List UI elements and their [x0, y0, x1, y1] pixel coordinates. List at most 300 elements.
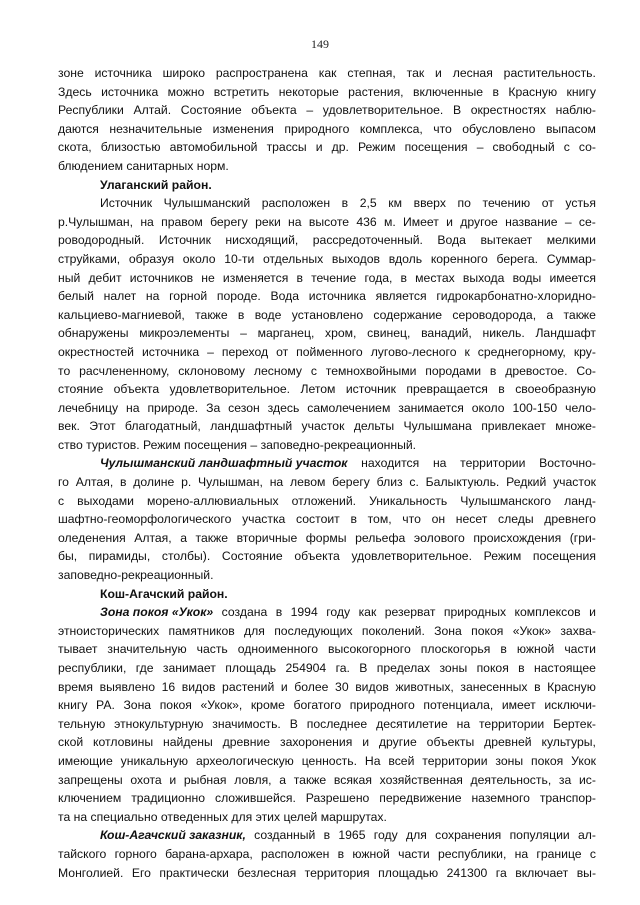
word: коренного: [430, 251, 488, 266]
word: «Укок»,: [200, 698, 243, 713]
word: занесенных: [460, 679, 528, 694]
word: Вода: [270, 289, 300, 304]
word: популяции: [509, 828, 570, 843]
word: ванадий,: [421, 326, 472, 341]
word: как: [358, 605, 377, 620]
word: га.: [335, 661, 350, 675]
word: высокогорного: [328, 642, 411, 657]
word: благодатный,: [124, 419, 201, 434]
word: выявлено: [99, 679, 156, 694]
word: –: [476, 140, 484, 155]
text-line: [58, 659, 596, 678]
word: другое: [460, 214, 498, 229]
word: в: [275, 605, 283, 620]
word: году: [326, 605, 351, 620]
word: исключи-: [544, 698, 596, 713]
word: На: [364, 753, 381, 768]
word: Имеет: [403, 214, 439, 229]
text-line: [58, 231, 596, 250]
word: объекта: [251, 103, 297, 118]
word: обнаружены: [58, 326, 129, 341]
text-line: [58, 157, 596, 176]
word: окрестностей: [58, 344, 134, 359]
word: пирамиды,: [88, 549, 151, 564]
text-line: [58, 808, 596, 827]
word: кру-: [573, 344, 596, 359]
word: а: [180, 530, 187, 545]
word: скота,: [58, 140, 92, 155]
word: гидрокарбонатно-хлоридно-: [436, 289, 596, 304]
word: течение: [311, 270, 357, 285]
word: нисходящий,: [225, 233, 299, 248]
word: Укок: [571, 753, 596, 768]
word: участка: [242, 512, 286, 527]
word: близ: [376, 475, 403, 490]
word: древней: [484, 735, 532, 750]
word: и: [362, 735, 369, 750]
word: со-: [578, 140, 596, 155]
text-line: [58, 771, 596, 790]
word: В: [452, 103, 462, 118]
word: зоны: [495, 753, 524, 768]
word: памятников: [168, 623, 235, 638]
word: этноисторических: [58, 623, 160, 638]
word: м.: [383, 214, 396, 229]
word: белый: [58, 289, 94, 304]
text-line: [58, 213, 596, 232]
word: высоте: [308, 214, 350, 229]
word: распространена: [215, 66, 308, 80]
word: участок: [301, 419, 345, 434]
word: имеется: [549, 270, 596, 285]
text-line: [58, 826, 596, 845]
word: чело-: [565, 400, 596, 415]
word: десятилетие: [376, 716, 448, 731]
word: на: [456, 716, 471, 731]
word: се-: [578, 214, 596, 229]
word: Его: [131, 865, 151, 880]
text-line: [58, 678, 596, 697]
word: древостое.: [505, 363, 568, 378]
word: 254904: [285, 661, 327, 675]
word: участок: [553, 475, 596, 490]
word: 10-ти: [224, 251, 255, 266]
word: также: [195, 307, 228, 322]
word: выходами: [77, 493, 134, 508]
word: незначительные: [109, 121, 203, 136]
word: объекты: [426, 735, 475, 750]
word: мелкими: [546, 233, 596, 248]
text-line: [58, 176, 596, 195]
word: берега.: [496, 251, 539, 266]
word: с: [589, 846, 596, 861]
word: не: [201, 270, 215, 285]
word: долине: [133, 475, 175, 490]
word: вторичные: [236, 530, 298, 545]
word: культуры,: [541, 735, 596, 750]
text-line: [58, 194, 596, 213]
word: видов: [355, 679, 389, 694]
word: территории: [478, 716, 545, 731]
page-number: 149: [311, 37, 329, 51]
text-line: [58, 399, 596, 418]
text-line: [58, 120, 596, 139]
section-heading: Чулышманский ландшафтный участок: [100, 456, 348, 471]
word: трассы: [266, 140, 307, 155]
word: передвижение: [379, 791, 462, 806]
word: пойменного: [296, 344, 363, 359]
word: наземного: [471, 791, 530, 806]
word: название: [505, 214, 558, 229]
word: р.: [181, 475, 192, 490]
word: растений: [222, 679, 275, 694]
word: зоны: [439, 661, 468, 675]
word: книгу: [566, 84, 596, 99]
word: др.: [331, 140, 349, 155]
word: отложений.: [291, 493, 357, 508]
word: в: [400, 270, 408, 285]
word: Режим: [357, 140, 396, 155]
word: включенные: [412, 84, 484, 99]
word: горной: [169, 289, 208, 304]
word: склоновому: [178, 363, 246, 378]
word: 1965: [338, 828, 366, 843]
word: Чулышманский: [163, 196, 251, 211]
word: последующих: [274, 623, 353, 638]
text-line: [58, 287, 596, 306]
word: роводородный.: [58, 233, 145, 248]
word: Уникальность: [369, 493, 448, 508]
word: занимается: [398, 400, 464, 415]
word: последнее: [306, 716, 368, 731]
text-span: блюдением санитарных норм.: [58, 158, 229, 173]
word: 436: [356, 214, 377, 229]
word: захва-: [560, 623, 596, 638]
word: вытекает: [480, 233, 533, 248]
word: состоит: [296, 512, 340, 527]
text-line: [58, 417, 596, 436]
word: Режим: [483, 549, 522, 564]
word: ценность.: [301, 753, 357, 768]
word: для: [244, 623, 265, 638]
text-line: [58, 362, 596, 381]
word: более: [294, 679, 329, 694]
word: дельты: [353, 419, 395, 434]
word: площадью: [378, 865, 439, 880]
word: ный: [58, 270, 81, 285]
word: природе.: [147, 400, 199, 415]
word: среднегорному,: [477, 344, 566, 359]
word: выходов: [331, 251, 380, 266]
word: Республики: [58, 103, 124, 118]
word: природного: [349, 698, 415, 713]
word: переход: [221, 344, 269, 359]
text-line: [58, 547, 596, 566]
word: привлекает: [481, 419, 546, 434]
word: поколений.: [361, 623, 425, 638]
word: самолечением: [307, 400, 391, 415]
word: окрестностях: [470, 103, 546, 118]
word: деятельность,: [470, 772, 552, 787]
word: Восточно-: [539, 456, 596, 471]
word: богатого: [293, 698, 342, 713]
word: кроме: [250, 698, 285, 713]
word: берегу: [210, 214, 248, 229]
word: зоне: [58, 66, 84, 80]
word: образуя: [128, 251, 175, 266]
word: Этот: [89, 419, 116, 434]
word: занимает: [162, 661, 216, 675]
word: 1994: [290, 605, 318, 620]
word: в: [498, 382, 505, 397]
word: как: [318, 66, 337, 80]
word: Балыктуюль.: [425, 475, 500, 490]
word: эолового: [413, 530, 465, 545]
word: пределах: [376, 661, 431, 675]
text-line: [58, 733, 596, 752]
word: происхождения: [473, 530, 562, 545]
word: территория: [304, 865, 370, 880]
word: плоскогорья: [420, 642, 491, 657]
word: км: [388, 196, 402, 211]
section-heading: Улаганский район.: [100, 177, 212, 192]
text-line: [58, 250, 596, 269]
word: Редкий: [506, 475, 547, 490]
word: посещения: [532, 549, 596, 564]
word: Зона: [434, 623, 462, 638]
word: рассредоточенный.: [312, 233, 423, 248]
word: отдельных: [262, 251, 324, 266]
word: бы,: [58, 549, 78, 564]
text-line: [58, 715, 596, 734]
word: границе: [536, 846, 582, 861]
word: от: [276, 344, 289, 359]
word: –: [207, 344, 214, 359]
word: Алтай.: [133, 103, 172, 118]
word: территории: [460, 456, 526, 471]
word: реки: [255, 214, 281, 229]
word: ландшафтный: [210, 419, 293, 434]
word: содержание: [373, 307, 443, 322]
word: также: [195, 530, 229, 545]
word: воды: [512, 270, 542, 285]
word: природного: [284, 121, 350, 136]
word: около: [182, 251, 216, 266]
word: –: [306, 103, 314, 118]
word: в: [337, 846, 345, 861]
word: также: [563, 307, 596, 322]
word: изменения: [212, 121, 274, 136]
word: часть: [196, 642, 228, 657]
word: тельную: [58, 716, 106, 731]
word: никель.: [482, 326, 525, 341]
word: в: [296, 270, 303, 285]
word: одноименного: [237, 642, 319, 657]
word: покоя: [531, 753, 564, 768]
word: на: [432, 456, 447, 471]
word: правом: [161, 214, 203, 229]
word: вы-: [576, 865, 596, 880]
word: Красную: [508, 84, 558, 99]
word: дебит: [88, 270, 122, 285]
word: множе-: [555, 419, 596, 434]
word: от: [541, 196, 554, 211]
word: с.: [409, 475, 419, 490]
word: котловины: [93, 735, 154, 750]
body-text: [58, 64, 596, 882]
word: создана: [221, 605, 268, 620]
word: что: [433, 121, 452, 136]
word: широко: [162, 66, 205, 80]
word: археологическую: [195, 753, 294, 768]
word: Чулышманского: [460, 493, 552, 508]
word: свободный: [492, 140, 555, 155]
word: и: [589, 605, 596, 620]
section-heading: Зона покоя «Укок»: [100, 605, 214, 620]
word: Чулышмана: [403, 419, 472, 434]
word: Алтая,: [75, 475, 114, 490]
word: близостью: [100, 140, 161, 155]
word: сезон: [228, 400, 260, 415]
word: За: [206, 400, 221, 415]
word: для: [405, 828, 427, 843]
word: покоя: [471, 623, 504, 638]
word: время: [58, 679, 94, 694]
text-line: [58, 603, 596, 622]
word: включает: [515, 865, 569, 880]
word: созданный: [254, 828, 316, 843]
word: выпасом: [545, 121, 596, 136]
word: –: [240, 326, 247, 341]
word: растительность.: [503, 66, 596, 80]
word: наблю-: [555, 103, 596, 118]
text-line: [58, 138, 596, 157]
word: части: [564, 642, 596, 657]
text-line: [58, 864, 596, 883]
word: практически: [159, 865, 229, 880]
word: видов: [181, 679, 216, 694]
word: несет: [455, 512, 488, 527]
text-line: [58, 64, 596, 83]
word: территории: [422, 753, 488, 768]
word: на: [514, 846, 529, 861]
word: а: [279, 772, 287, 787]
word: микроэлементы: [139, 326, 230, 341]
word: южной: [352, 846, 390, 861]
word: запрещены: [58, 772, 123, 787]
word: источника: [141, 344, 200, 359]
word: берегу: [332, 475, 370, 490]
section-heading: Кош-Агачский район.: [100, 586, 228, 601]
word: лесному: [253, 363, 302, 378]
word: шафтно-геоморфологического: [58, 512, 232, 527]
word: то: [58, 363, 71, 378]
word: около: [471, 400, 505, 415]
word: на: [140, 214, 154, 229]
word: тайского: [58, 846, 107, 861]
word: безлесная: [237, 865, 297, 880]
word: лугово-лесного: [370, 344, 457, 359]
word: посещения: [404, 140, 468, 155]
word: южной: [516, 642, 555, 657]
word: Состояние: [180, 103, 242, 118]
word: столбы).: [161, 549, 211, 564]
word: за: [558, 772, 572, 787]
word: Суммар-: [546, 251, 596, 266]
word: традиционно: [131, 791, 206, 806]
word: Здесь: [58, 84, 92, 99]
word: горного: [114, 846, 157, 861]
word: местах: [415, 270, 455, 285]
word: животных,: [395, 679, 454, 694]
word: 241300: [446, 865, 488, 880]
word: на: [269, 475, 284, 490]
word: всякая: [333, 772, 372, 787]
word: в: [534, 679, 541, 694]
word: морено-аллювиальных: [147, 493, 279, 508]
word: «Укок»: [512, 623, 552, 638]
word: охота: [130, 772, 162, 787]
word: в: [341, 196, 349, 211]
word: хозяйственная: [379, 772, 463, 787]
text-span: та на специально отведенных для этих целей маршрутах.: [58, 809, 387, 824]
word: можно: [167, 84, 205, 99]
text-line: [58, 380, 596, 399]
word: Состояние: [221, 549, 283, 564]
text-line: [58, 324, 596, 343]
word: темнохвойными: [325, 363, 417, 378]
word: породами: [425, 363, 482, 378]
word: источника: [308, 289, 366, 304]
word: вверх: [413, 196, 446, 211]
word: ключением: [58, 791, 122, 806]
word: книгу: [58, 698, 88, 713]
word: в: [518, 661, 525, 675]
word: –: [564, 214, 572, 229]
word: покоя: [476, 661, 509, 675]
word: обусловлено: [462, 121, 536, 136]
word: республики,: [58, 661, 127, 675]
word: в: [323, 828, 331, 843]
word: Бертек-: [553, 716, 596, 731]
word: 30: [335, 679, 349, 694]
text-line: [58, 492, 596, 511]
word: всей: [388, 753, 415, 768]
text-line: [58, 622, 596, 641]
word: (гри-: [569, 530, 596, 545]
word: Летом: [300, 382, 336, 397]
word: источника: [101, 84, 159, 99]
word: с: [58, 493, 65, 508]
text-line: [58, 436, 596, 455]
word: этнокультурную: [114, 716, 204, 731]
word: объекта: [113, 382, 160, 397]
word: га: [495, 865, 507, 880]
word: породе.: [216, 289, 261, 304]
word: другие: [378, 735, 417, 750]
word: левом: [290, 475, 326, 490]
word: и: [280, 679, 288, 694]
word: следы: [498, 512, 534, 527]
word: на: [126, 400, 140, 415]
word: имеющие: [58, 753, 113, 768]
word: В: [359, 661, 368, 675]
word: сложившейся.: [214, 791, 296, 806]
word: свинец,: [367, 326, 411, 341]
text-line: [58, 510, 596, 529]
word: части: [398, 846, 430, 861]
word: имеет: [501, 698, 536, 713]
